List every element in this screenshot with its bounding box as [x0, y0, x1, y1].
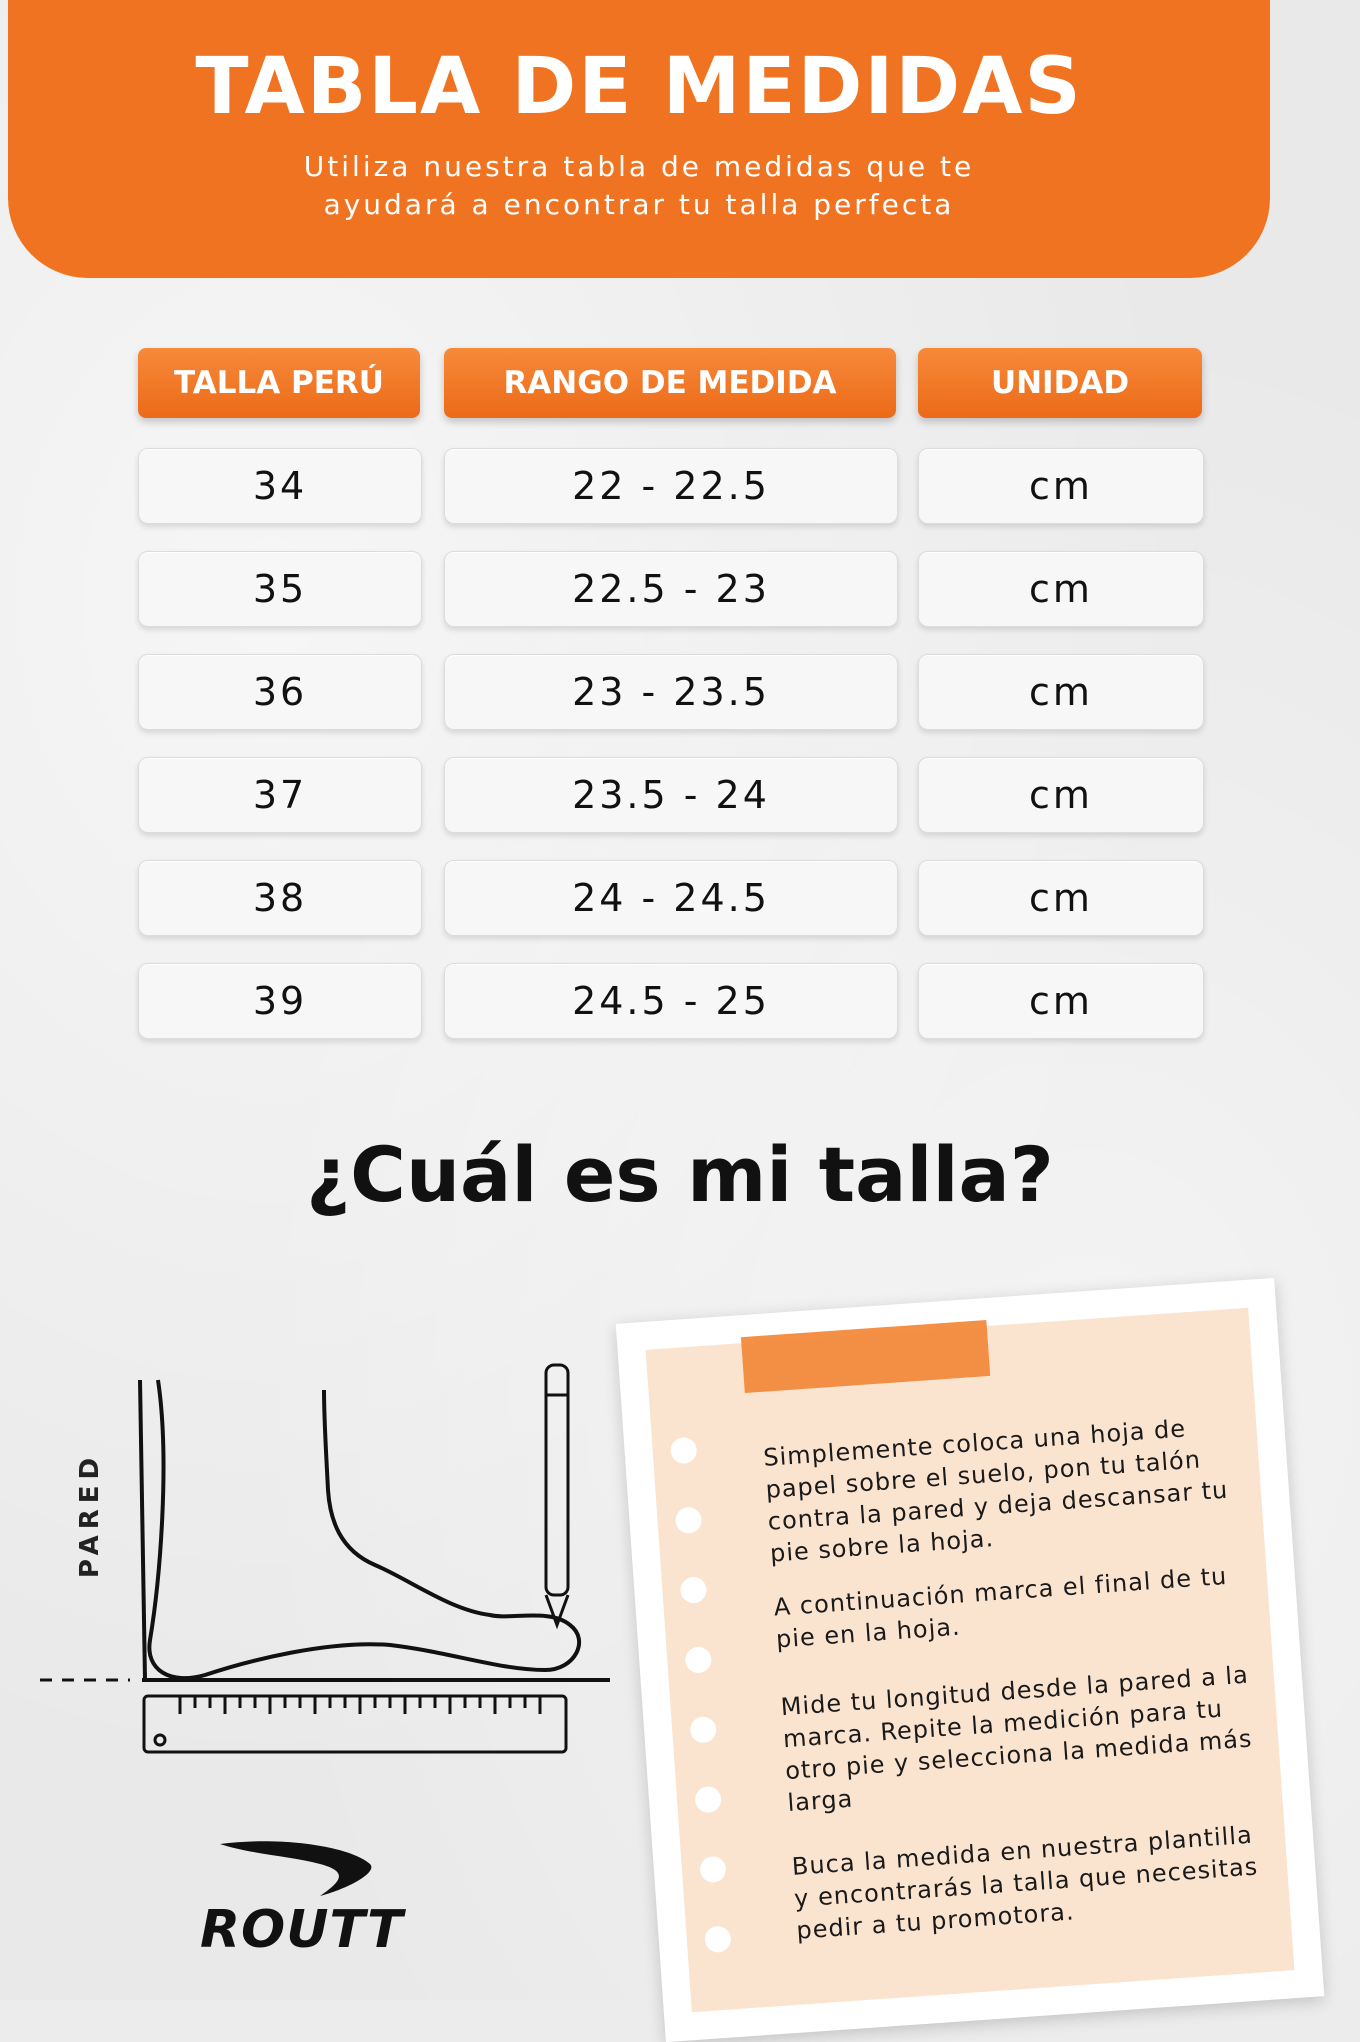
ruler-icon: [144, 1696, 566, 1752]
routt-swoosh-icon: [200, 1836, 390, 1906]
table-cell-talla: 39: [138, 963, 422, 1039]
table-cell-talla: 37: [138, 757, 422, 833]
punch-hole: [675, 1506, 703, 1534]
brand-logo: ROUTT: [200, 1900, 404, 1960]
subtitle-line-2: ayudará a encontrar tu talla perfecta: [323, 188, 955, 221]
step-2: A continuación marca el final de tu pie en la hoja.: [772, 1561, 1229, 1654]
page-subtitle: [8, 148, 1270, 224]
wall-label-text: PARED: [75, 1451, 105, 1579]
instructions-note: [616, 1278, 1325, 2042]
table-cell-talla: 35: [138, 551, 422, 627]
measurement-illustration: [30, 1340, 630, 1760]
step-4: Buca la medida en nuestra plantilla y encontrarás la talla que necesitas pedir a tu promotora.: [791, 1820, 1260, 1945]
table-cell-talla: 38: [138, 860, 422, 936]
foot-icon: [149, 1380, 579, 1678]
punch-hole: [694, 1786, 722, 1814]
table-cell-unidad: cm: [918, 963, 1204, 1039]
column-header-talla: TALLA PERÚ: [138, 348, 420, 418]
note-paper: [646, 1308, 1295, 2013]
step-3: Mide tu longitud desde la pared a la marca. Repite la medición para tu otro pie y selecciona la medida más larga: [779, 1660, 1254, 1818]
punch-hole: [680, 1576, 708, 1604]
table-cell-rango: 24 - 24.5: [444, 860, 898, 936]
table-cell-unidad: cm: [918, 860, 1204, 936]
subtitle-line-1: Utiliza nuestra tabla de medidas que te: [303, 150, 975, 183]
table-cell-unidad: cm: [918, 654, 1204, 730]
table-cell-rango: 24.5 - 25: [444, 963, 898, 1039]
punch-hole: [684, 1646, 712, 1674]
table-cell-rango: 22 - 22.5: [444, 448, 898, 524]
tape-icon: [741, 1320, 990, 1393]
header-banner: [8, 0, 1270, 278]
punch-hole: [689, 1716, 717, 1744]
column-header-rango: RANGO DE MEDIDA: [444, 348, 896, 418]
table-cell-talla: 36: [138, 654, 422, 730]
table-cell-unidad: cm: [918, 551, 1204, 627]
table-cell-unidad: cm: [918, 757, 1204, 833]
table-cell-rango: 23 - 23.5: [444, 654, 898, 730]
table-cell-unidad: cm: [918, 448, 1204, 524]
table-cell-rango: 22.5 - 23: [444, 551, 898, 627]
column-header-unidad: UNIDAD: [918, 348, 1202, 418]
punch-hole: [704, 1925, 732, 1953]
table-cell-talla: 34: [138, 448, 422, 524]
pencil-icon: [546, 1365, 568, 1625]
table-cell-rango: 23.5 - 24: [444, 757, 898, 833]
section-question: ¿Cuál es mi talla?: [306, 1130, 1054, 1219]
page-title: TABLA DE MEDIDAS: [195, 42, 1083, 132]
step-1: Simplemente coloca una hoja de papel sobre el suelo, pon tu talón contra la pared y deja descansar tu pie sobre la hoja.: [762, 1414, 1230, 1568]
punch-hole: [699, 1856, 727, 1884]
punch-hole: [670, 1437, 698, 1465]
